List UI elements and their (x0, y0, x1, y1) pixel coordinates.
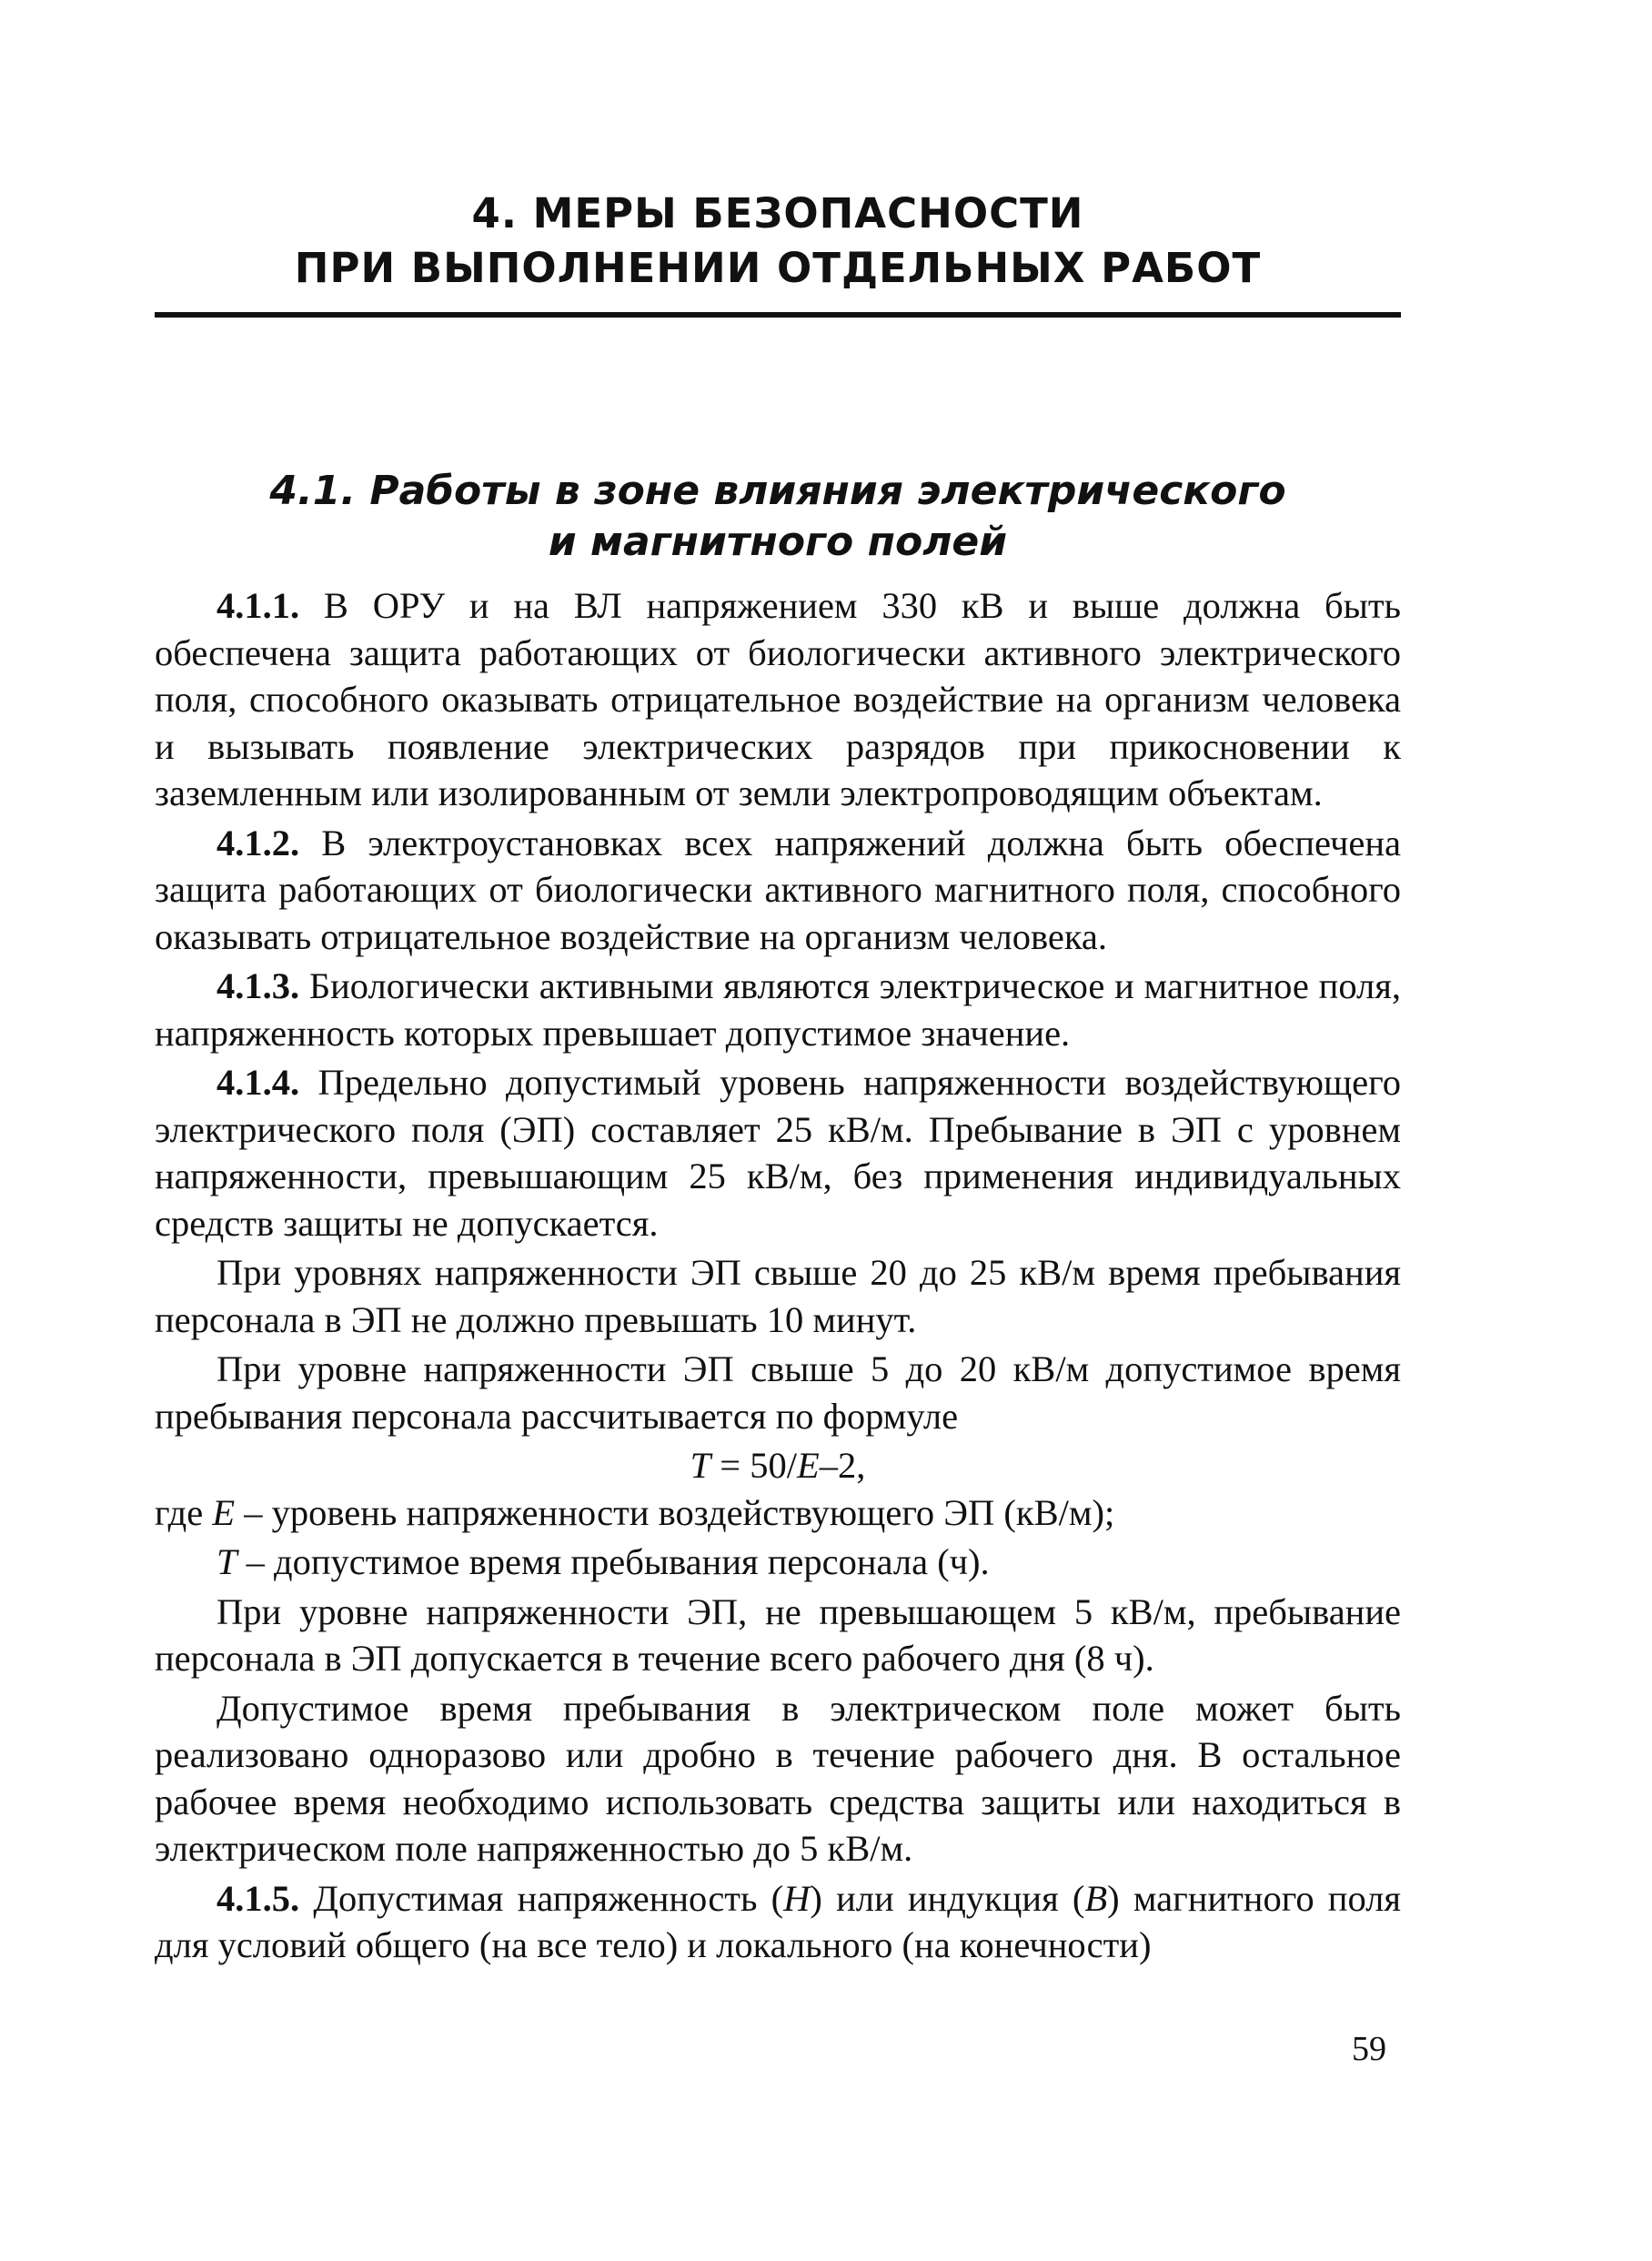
formula-where-e (155, 1489, 1401, 1537)
paragraph-exposure-fractional: Допустимое время пребывания в электрическом поле может быть реализовано одноразово или дробно в течение рабочего дня. В остальное рабочее время необходимо использовать средства защиты или находиться в электрическом поле напряженностью до 5 кВ/м. (155, 1687, 1401, 1869)
chapter-title-line-2: ПРИ ВЫПОЛНЕНИИ ОТДЕЛЬНЫХ РАБОТ (294, 244, 1262, 292)
clause-number: 4.1.2. (217, 822, 300, 863)
clause-number: 4.1.1. (217, 585, 300, 626)
paragraph-4-1-5 (155, 1875, 1401, 1969)
paragraph-4-1-2 (155, 820, 1401, 961)
paragraph-4-1-1 (155, 582, 1401, 817)
formula-variable-e: E (797, 1445, 820, 1486)
where-t-description: – допустимое время пребывания персонала (ч). (237, 1541, 990, 1582)
formula (155, 1442, 1401, 1489)
paragraph-text: В ОРУ и на ВЛ напряжением 330 кВ и выше должна быть обеспечена защита работающих от биологически активного электрического поля, способного оказывать отрицательное воздействие на организм человека и вызывать появление электрических разрядов при прикосновении к заземленным или изолированным от земли электропроводящим объектам. (155, 585, 1401, 813)
section-title-line-1: 4.1. Работы в зоне влияния электрического (269, 468, 1286, 514)
paragraph-exposure-5-20: При уровне напряженности ЭП свыше 5 до 20 кВ/м допустимое время пребывания персонала рассчитывается по формуле (155, 1348, 1401, 1437)
body-text (155, 582, 1401, 1972)
variable-h: H (783, 1877, 811, 1919)
clause-number: 4.1.4. (217, 1062, 300, 1103)
paragraph-text-b: ) или индукция ( (810, 1877, 1085, 1919)
section-title-line-2: и магнитного полей (548, 519, 1008, 565)
paragraph-text: Предельно допустимый уровень напряженности воздействующего электрического поля (ЭП) составляет 25 кВ/м. Пребывание в ЭП с уровнем напряженности, превышающим 25 кВ/м, без применения индивидуальных средств защиты не допускается. (155, 1062, 1401, 1244)
where-variable-t: T (217, 1541, 237, 1582)
chapter-title-line-1: 4. МЕРЫ БЕЗОПАСНОСТИ (471, 189, 1084, 237)
title-divider (155, 312, 1401, 318)
paragraph-4-1-4 (155, 1059, 1401, 1247)
paragraph-exposure-20-25: При уровнях напряженности ЭП свыше 20 до 25 кВ/м время пребывания персонала в ЭП не должно превышать 10 минут. (155, 1252, 1401, 1340)
page-number: 59 (1352, 2030, 1386, 2068)
paragraph-exposure-below-5: При уровне напряженности ЭП, не превышающем 5 кВ/м, пребывание персонала в ЭП допускается в течение всего рабочего дня (8 ч). (155, 1590, 1401, 1679)
formula-where-t (155, 1539, 1401, 1586)
paragraph-text: В электроустановках всех напряжений должна быть обеспечена защита работающих от биологически активного магнитного поля, способного оказывать отрицательное воздействие на организм человека. (155, 822, 1401, 957)
formula-operator: = 50/ (710, 1445, 797, 1486)
where-e-description: – уровень напряженности воздействующего ЭП (кВ/м); (235, 1491, 1115, 1533)
variable-b: B (1084, 1877, 1108, 1919)
chapter-title (155, 187, 1401, 296)
formula-tail: –2, (819, 1445, 866, 1486)
section-title (155, 466, 1401, 568)
paragraph-text: Биологически активными являются электрическое и магнитное поля, напряженность которых превышает допустимое значение. (155, 965, 1401, 1054)
where-prefix: где (155, 1491, 213, 1533)
clause-number: 4.1.5. (217, 1877, 300, 1919)
paragraph-text-c: ) магнитного поля для условий общего (на все тело) и локального (на конечности) (155, 1877, 1402, 1965)
paragraph-text-a: Допустимая напряженность ( (299, 1877, 784, 1919)
where-variable-e: E (212, 1491, 236, 1533)
paragraph-4-1-3 (155, 963, 1401, 1056)
clause-number: 4.1.3. (217, 965, 300, 1006)
formula-variable-t: T (690, 1445, 711, 1486)
